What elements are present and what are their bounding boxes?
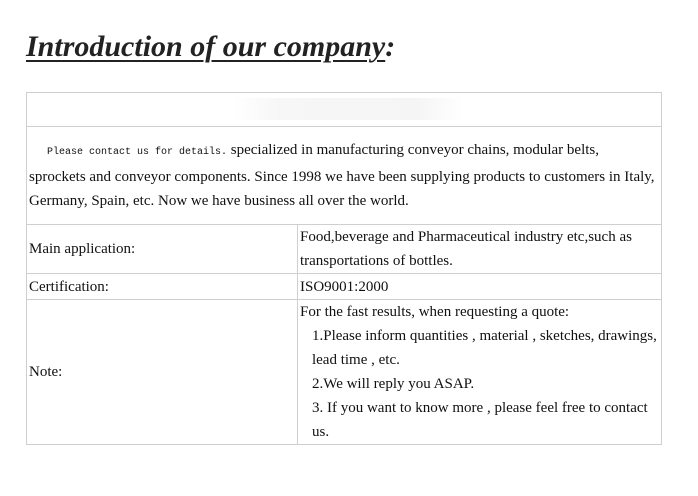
intro-contact-note: Please contact us for details. <box>47 147 228 158</box>
page-title <box>26 30 395 64</box>
page-title-text: Introduction of our company <box>26 30 386 63</box>
certification-label: Certification: <box>27 274 298 300</box>
banner-row <box>27 93 662 127</box>
note-line-2: 2.We will reply you ASAP. <box>311 376 475 392</box>
faint-banner-image <box>233 98 463 120</box>
certification-value: ISO9001:2000 <box>297 274 661 300</box>
note-label: Note: <box>27 300 298 445</box>
page-title-colon: : <box>385 30 396 63</box>
note-line-3: 3. If you want to know more , please feel free to contact us. <box>311 400 648 440</box>
table-row <box>27 300 662 445</box>
main-application-label: Main application: <box>27 225 298 274</box>
intro-text: specialized in manufacturing conveyor chains, modular belts, sprockets and conveyor components. Since 1998 we have been supplying products to customers in Italy, Germany, Spain, etc. Now we have business all over the world. <box>29 142 655 209</box>
intro-row <box>27 127 662 225</box>
table-row <box>27 225 662 274</box>
main-application-value: Food,beverage and Pharmaceutical industry etc,such as transportations of bottles. <box>297 225 661 274</box>
note-value <box>297 300 661 445</box>
table-row <box>27 274 662 300</box>
note-line-1: 1.Please inform quantities , material , sketches, drawings, lead time , etc. <box>311 328 657 368</box>
company-info-table <box>26 92 662 445</box>
note-line-intro: For the fast results, when requesting a quote: <box>299 304 570 320</box>
banner-cell <box>27 93 662 127</box>
intro-cell <box>27 127 662 225</box>
